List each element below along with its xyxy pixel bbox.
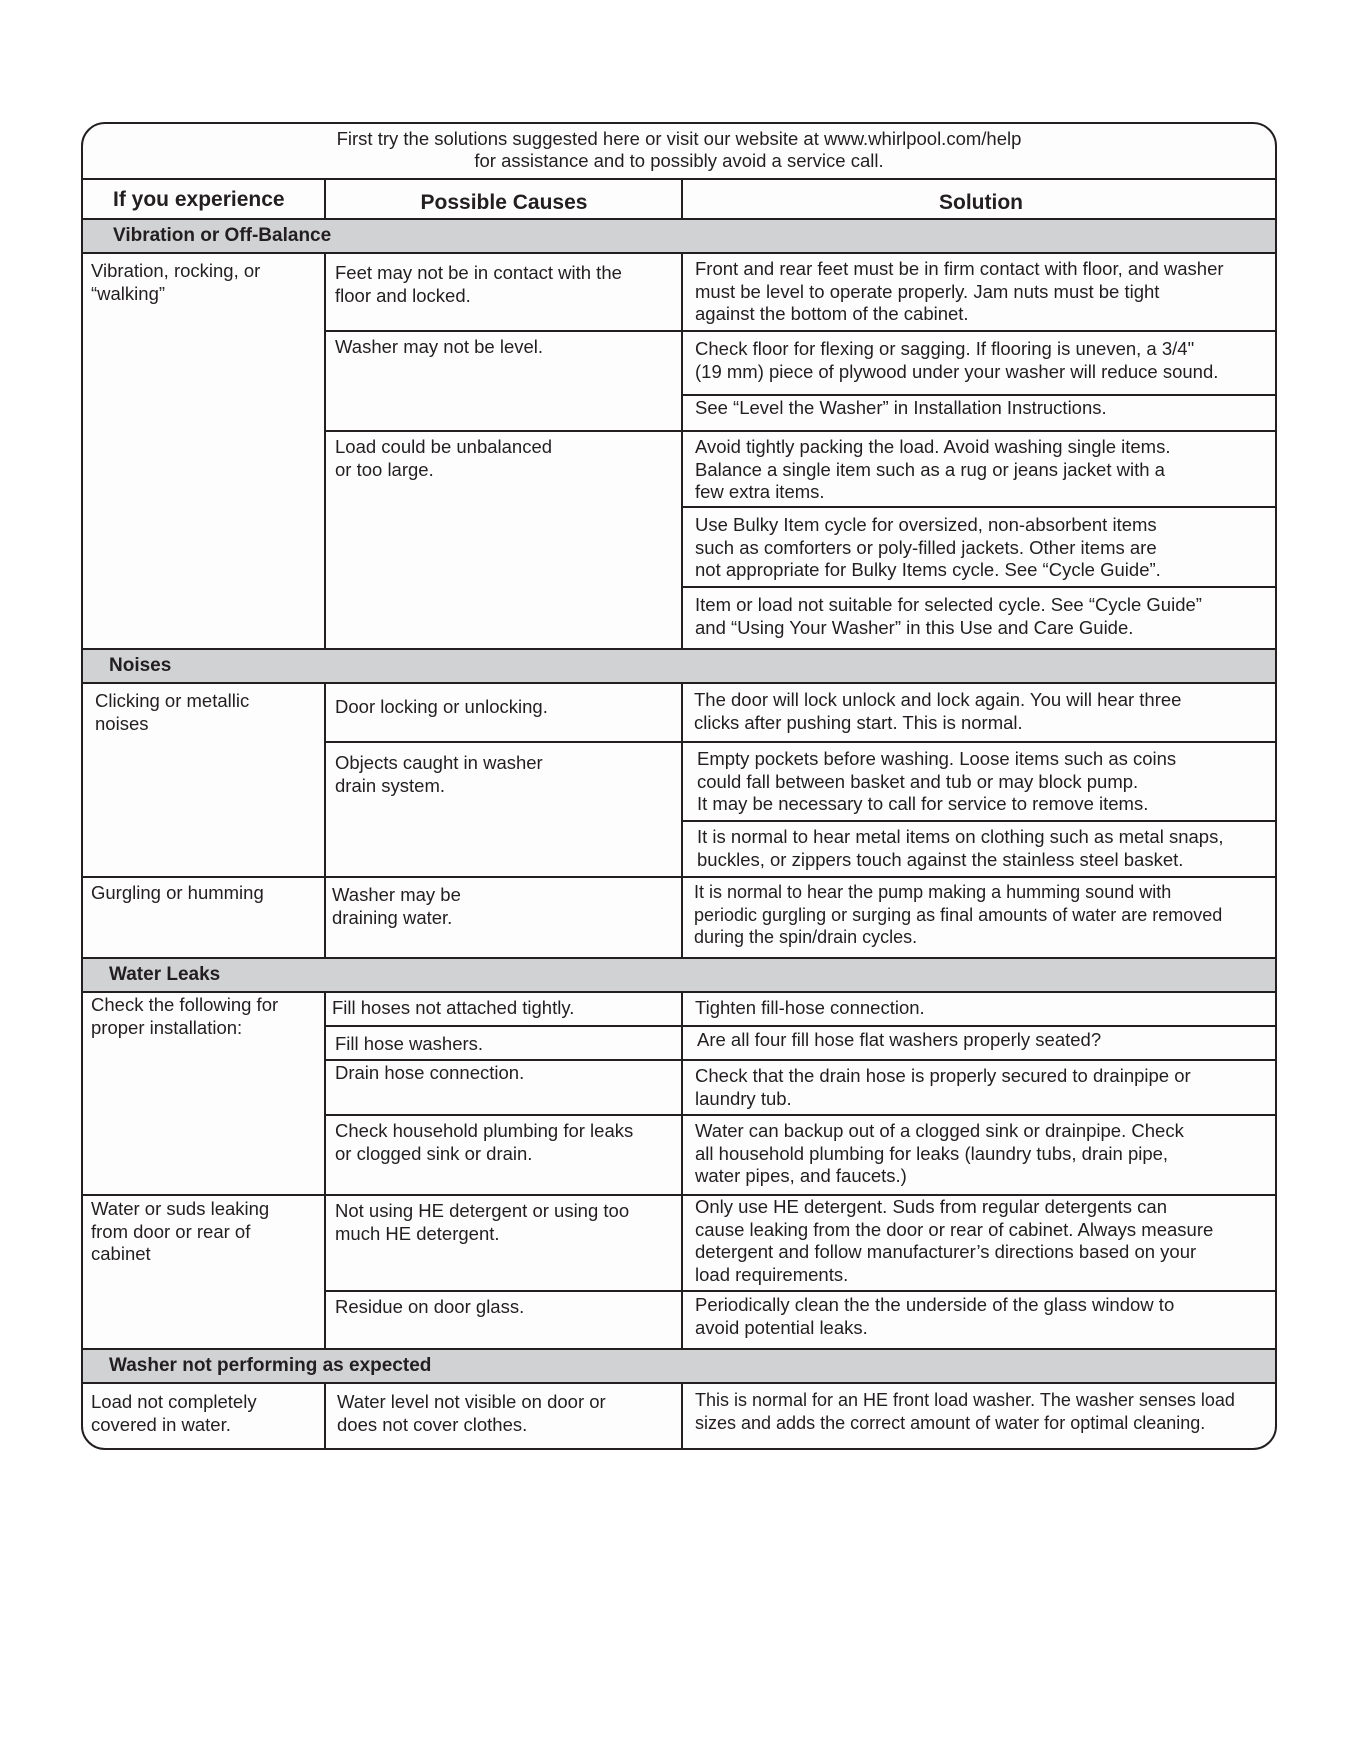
section-noises bbox=[83, 648, 1275, 684]
solution-level-washer: See “Level the Washer” in Installation Instructions. bbox=[695, 397, 1107, 418]
solution-clogged-sink: Water can backup out of a clogged sink or drainpipe. Check all household plumbing for leaks (laundry tubs, drain pipe, water pipes, and faucets.) bbox=[695, 1120, 1184, 1186]
cause-drain-hose: Drain hose connection. bbox=[335, 1062, 525, 1083]
cause-draining: Washer may be draining water. bbox=[332, 884, 461, 928]
cause-hose-washers: Fill hose washers. bbox=[335, 1033, 484, 1054]
solution-clean-glass: Periodically clean the the underside of the glass window to avoid potential leaks. bbox=[695, 1294, 1175, 1338]
solution-he-detergent: Only use HE detergent. Suds from regular detergents can cause leaking from the door or rear of cabinet. Always measure detergent and follow manufacturer’s directions based on your load requirements. bbox=[695, 1196, 1214, 1285]
cause-objects-caught: Objects caught in washer drain system. bbox=[335, 752, 543, 796]
cause-he-detergent: Not using HE detergent or using too much HE detergent. bbox=[335, 1200, 630, 1244]
cause-water-level: Water level not visible on door or does not cover clothes. bbox=[337, 1391, 606, 1435]
cause-fill-hoses: Fill hoses not attached tightly. bbox=[332, 997, 575, 1018]
intro-text bbox=[83, 124, 1275, 180]
cause-household-plumbing: Check household plumbing for leaks or clogged sink or drain. bbox=[335, 1120, 634, 1164]
solution-bulky-item: Use Bulky Item cycle for oversized, non-absorbent items such as comforters or poly-filled jackets. Other items are not appropriate for Bulky Items cycle. See “Cycle Guide”. bbox=[695, 514, 1161, 580]
cause-residue-glass: Residue on door glass. bbox=[335, 1296, 525, 1317]
solution-empty-pockets: Empty pockets before washing. Loose items such as coins could fall between basket and tub or may block pump. It may be necessary to call for service to remove items. bbox=[697, 748, 1177, 814]
solution-feet-contact: Front and rear feet must be in firm contact with floor, and washer must be level to operate properly. Jam nuts must be tight against the bottom of the cabinet. bbox=[695, 258, 1224, 324]
section-title: Washer not performing as expected bbox=[109, 1355, 432, 1376]
intro-line-2: for assistance and to possibly avoid a service call. bbox=[474, 150, 884, 171]
intro-line-1: First try the solutions suggested here or visit our website at www.whirlpool.com/help bbox=[336, 128, 1022, 149]
experience-suds-leaking: Water or suds leaking from door or rear of cabinet bbox=[91, 1198, 270, 1264]
cause-not-level: Washer may not be level. bbox=[335, 336, 544, 357]
solution-tighten-hose: Tighten fill-hose connection. bbox=[695, 997, 925, 1018]
cause-feet-contact: Feet may not be in contact with the floor and locked. bbox=[335, 262, 622, 306]
solution-he-normal: This is normal for an HE front load washer. The washer senses load sizes and adds the correct amount of water for optimal cleaning. bbox=[695, 1390, 1235, 1433]
experience-gurgling: Gurgling or humming bbox=[91, 882, 264, 903]
section-title: Water Leaks bbox=[109, 964, 221, 985]
cause-unbalanced-load: Load could be unbalanced or too large. bbox=[335, 436, 553, 480]
experience-load-not-covered: Load not completely covered in water. bbox=[91, 1391, 257, 1435]
solution-metal-items: It is normal to hear metal items on clothing such as metal snaps, buckles, or zippers touch against the stainless steel basket. bbox=[697, 826, 1224, 870]
solution-pump-hum: It is normal to hear the pump making a humming sound with periodic gurgling or surging as final amounts of water are removed during the spin/drain cycles. bbox=[694, 882, 1223, 947]
section-water-leaks bbox=[83, 957, 1275, 993]
section-title: Noises bbox=[109, 655, 172, 676]
experience-clicking: Clicking or metallic noises bbox=[95, 690, 250, 734]
solution-cycle-guide: Item or load not suitable for selected cycle. See “Cycle Guide” and “Using Your Washer” in this Use and Care Guide. bbox=[695, 594, 1202, 638]
solution-drain-hose: Check that the drain hose is properly secured to drainpipe or laundry tub. bbox=[695, 1065, 1191, 1109]
section-performing bbox=[83, 1348, 1275, 1384]
troubleshooting-table bbox=[81, 122, 1277, 1450]
section-vibration bbox=[83, 218, 1275, 254]
header-causes: Possible Causes bbox=[420, 191, 588, 214]
header-experience: If you experience bbox=[113, 188, 285, 211]
solution-avoid-packing: Avoid tightly packing the load. Avoid washing single items. Balance a single item such as a rug or jeans jacket with a few extra items. bbox=[695, 436, 1171, 502]
solution-check-floor: Check floor for flexing or sagging. If flooring is uneven, a 3/4" (19 mm) piece of plywood under your washer will reduce sound. bbox=[695, 338, 1219, 382]
experience-vibration: Vibration, rocking, or “walking” bbox=[91, 260, 261, 304]
header-solution: Solution bbox=[939, 191, 1023, 214]
solution-flat-washers: Are all four fill hose flat washers properly seated? bbox=[697, 1029, 1102, 1050]
cause-door-locking: Door locking or unlocking. bbox=[335, 696, 548, 717]
experience-check-installation: Check the following for proper installation: bbox=[91, 994, 279, 1038]
solution-door-lock: The door will lock unlock and lock again. You will hear three clicks after pushing start. This is normal. bbox=[694, 689, 1182, 733]
section-title: Vibration or Off-Balance bbox=[113, 225, 332, 246]
